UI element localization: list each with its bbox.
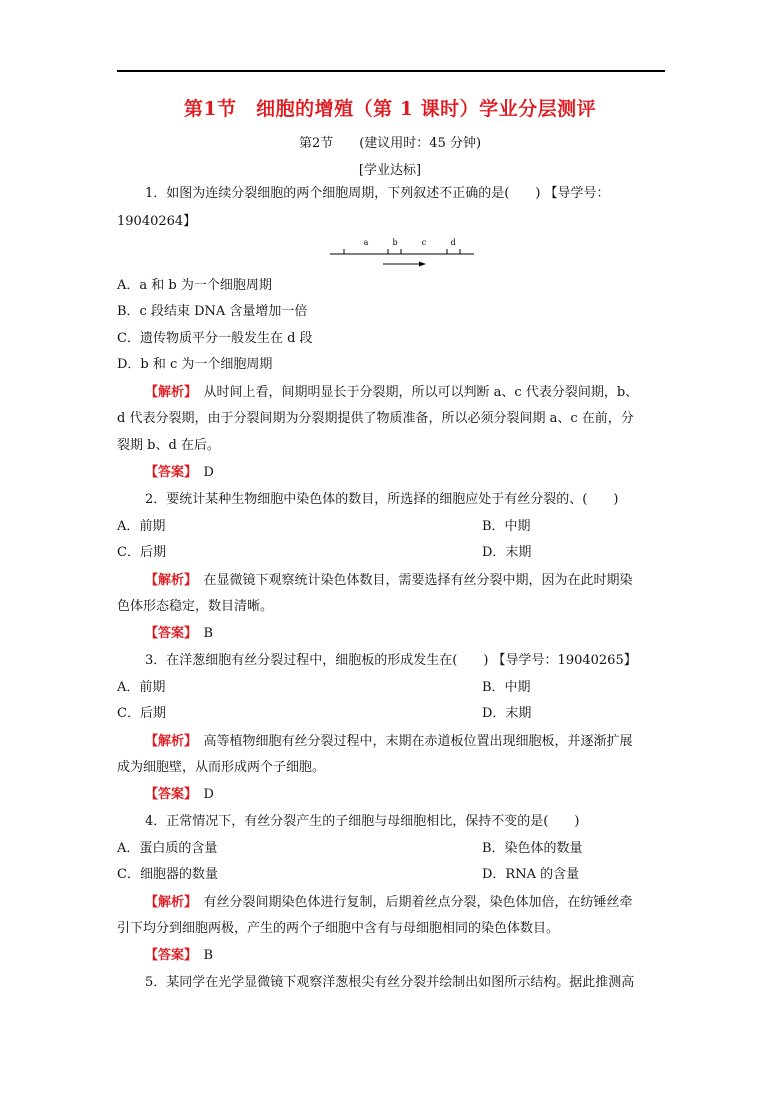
q1-stem-line2: 19040264】 [117,214,197,229]
q2-option-c: C．后期 [117,545,166,560]
page-subtitle: 第2节 (建议用时：45 分钟) [298,136,482,151]
q2-option-b: B．中期 [482,519,531,534]
q2-stem: 2．要统计某种生物细胞中染色体的数目，所选择的细胞应处于有丝分裂的、( ) [145,492,619,507]
answer-tag: 【答案】 [145,948,191,963]
diagram-label-c: c [421,238,427,247]
q2-option-a: A．前期 [117,519,166,534]
q2-analysis-line2: 色体形态稳定，数目清晰。 [117,599,274,614]
q3-stem: 3．在洋葱细胞有丝分裂过程中，细胞板的形成发生在( ) 【导学号：19040265】 [145,653,637,668]
diagram-label-b: b [392,238,398,247]
q2-options-row1 [117,517,665,537]
q1-stem-line1: 1．如图为连续分裂细胞的两个细胞周期，下列叙述不正确的是( ) 【导学号： [145,186,610,201]
q1-analysis-line2: d 代表分裂期，由于分裂间期为分裂期提供了物质准备，所以必须分裂间期 a、c 在前，分 [117,411,634,426]
analysis-tag: 【解析】 [145,385,191,400]
diagram-label-a: a [363,238,369,247]
q1-option-b: B．c 段结束 DNA 含量增加一倍 [117,304,308,319]
q4-option-d: D．RNA 的含量 [482,867,580,882]
analysis-tag: 【解析】 [145,734,191,749]
q5-stem: 5．某同学在光学显微镜下观察洋葱根尖有丝分裂并绘制出如图所示结构。据此推测高 [145,975,635,990]
q2-option-d: D．末期 [482,545,532,560]
q4-option-b: B．染色体的数量 [482,841,583,856]
page-title: 第1节 细胞的增殖（第 1 课时）学业分层测评 [183,98,597,120]
q3-analysis-line1: 【解析】 高等植物细胞有丝分裂过程中，末期在赤道板位置出现细胞板，并逐渐扩展 [145,734,633,749]
section-heading: [学业达标] [358,163,422,178]
q4-option-c: C．细胞器的数量 [117,867,218,882]
q4-analysis-line1: 【解析】 有丝分裂间期染色体进行复制，后期着丝点分裂，染色体加倍，在纺锤丝牵 [145,895,633,910]
answer-tag: 【答案】 [145,465,191,480]
q2-options-row2 [117,543,665,563]
q3-options-row2 [117,704,665,724]
q4-options-row2 [117,865,665,885]
q1-option-a: A．a 和 b 为一个细胞周期 [117,278,272,293]
cell-cycle-diagram [330,234,480,270]
q4-stem: 4．正常情况下，有丝分裂产生的子细胞与母细胞相比，保持不变的是( ) [145,814,580,829]
q3-option-b: B．中期 [482,680,531,695]
q3-answer: 【答案】 D [145,787,214,802]
q4-options-row1 [117,839,665,859]
q4-analysis-line2: 引下均分到细胞两极，产生的两个子细胞中含有与母细胞相同的染色体数目。 [117,921,560,936]
q3-option-a: A．前期 [117,680,166,695]
answer-tag: 【答案】 [145,626,191,641]
q1-option-c: C．遗传物质平分一般发生在 d 段 [117,331,313,346]
analysis-tag: 【解析】 [145,573,191,588]
q2-analysis-line1: 【解析】 在显微镜下观察统计染色体数目，需要选择有丝分裂中期，因为在此时期染 [145,573,633,588]
q3-options-row1 [117,678,665,698]
q3-option-c: C．后期 [117,706,166,721]
q3-analysis-line2: 成为细胞壁，从而形成两个子细胞。 [117,760,326,775]
q1-analysis-line3: 裂期 b、d 在后。 [117,438,220,453]
diagram-label-d: d [450,238,456,247]
analysis-tag: 【解析】 [145,895,191,910]
q1-option-d: D．b 和 c 为一个细胞周期 [117,357,273,372]
q1-answer: 【答案】 D [145,465,214,480]
header-rule [117,70,665,72]
q1-analysis-line1: 【解析】 从时间上看，间期明显长于分裂期，所以可以判断 a、c 代表分裂间期，b、 [145,385,639,400]
q4-option-a: A．蛋白质的含量 [117,841,218,856]
q3-option-d: D．末期 [482,706,532,721]
q4-answer: 【答案】 B [145,948,214,963]
q2-answer: 【答案】 B [145,626,214,641]
answer-tag: 【答案】 [145,787,191,802]
